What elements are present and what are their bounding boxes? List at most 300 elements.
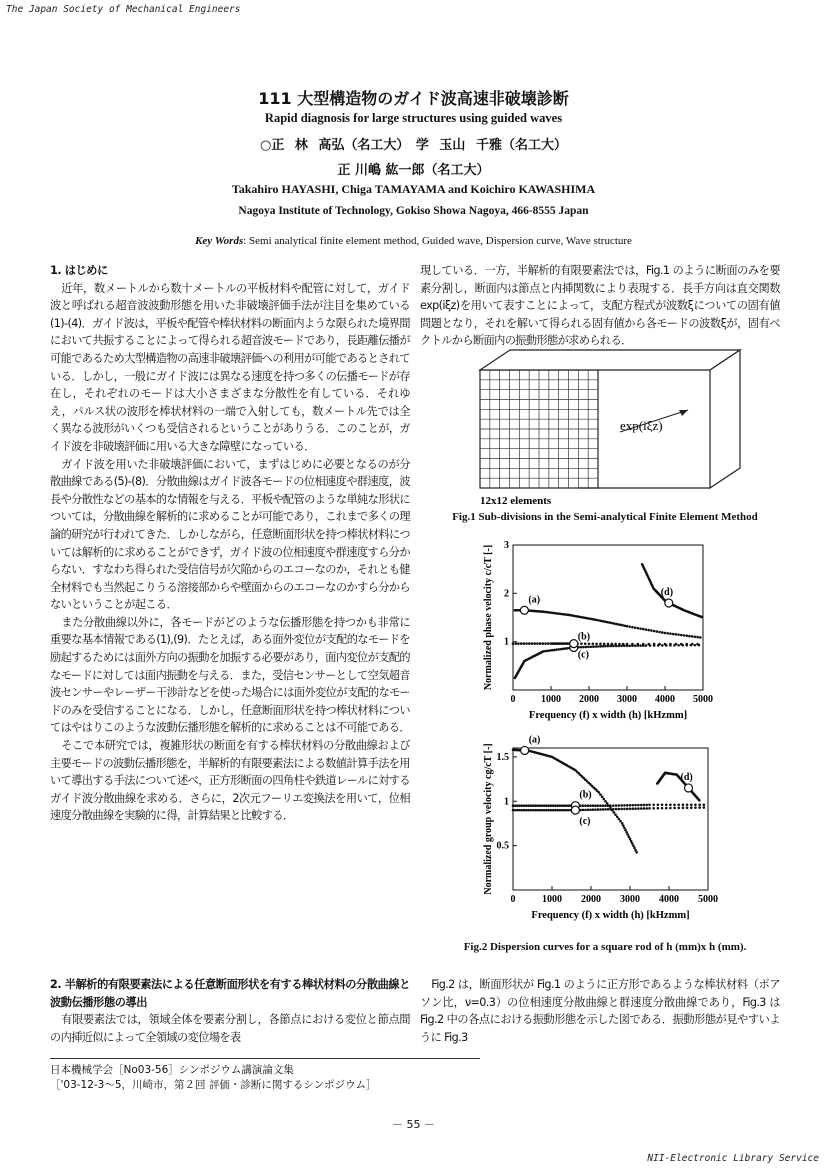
left-column-section2 (50, 976, 410, 1046)
curve-point (666, 632, 669, 635)
keywords (0, 235, 827, 247)
curve-point (669, 807, 672, 810)
section1-heading: 1. はじめに (50, 264, 108, 277)
curve-point (589, 808, 592, 811)
curve-point (632, 844, 635, 847)
curve-point (669, 643, 672, 646)
authors-jp-line1: ○正 林 高弘（名工大） 学 玉山 千雅（名工大） (260, 138, 567, 153)
curve-point (639, 644, 642, 647)
curve-point (620, 808, 623, 811)
phase-chart-plot (483, 540, 713, 721)
curve-point (609, 804, 612, 807)
mode-marker (521, 746, 529, 754)
footer-proceedings: 日本機械学会［No03-56］シンポジウム講演論文集 (50, 1064, 294, 1076)
curve-point (594, 645, 597, 648)
mode-marker (570, 640, 578, 648)
curve-point (523, 804, 526, 807)
mode-label: (d) (660, 587, 674, 598)
curve-point (698, 799, 701, 802)
x-tick-label: 0 (510, 894, 516, 905)
curve-point (514, 642, 517, 645)
curve-point (661, 631, 664, 634)
curve-point (661, 644, 664, 647)
curve-point (584, 809, 587, 812)
keywords-label: Key Words (195, 235, 244, 247)
curve-point (621, 822, 624, 825)
mode-label: (d) (680, 771, 693, 783)
curve-point (599, 645, 602, 648)
curve-point (607, 643, 610, 646)
curve-point (599, 643, 602, 646)
curve-point (629, 807, 632, 810)
paper-title: 111 大型構造物のガイド波高速非破壊診断 (258, 89, 569, 108)
y-axis-label: Normalized group velocity cg/cT [-] (483, 743, 494, 895)
curve-point (645, 804, 648, 807)
curve-point (688, 635, 691, 638)
curve-point (544, 642, 547, 645)
curve-point (621, 624, 624, 627)
mode-label: (a) (528, 734, 541, 746)
curve-point (637, 804, 640, 807)
curve-point (626, 808, 629, 811)
curve-point (531, 642, 534, 645)
curve-point (527, 804, 530, 807)
section1-paragraph-2: ガイド波を用いた非破壊評価において，まずはじめに必要となるのが分散曲線である(5)-(8)．分散曲線はガイド波各モードの位相速度や群速度，波長や分散性などの基本的な情報を与える．平板や配管のような単純な形状については，分散曲線を解析的に求めることが可能であり，これまで多くの理論的研究が行われてきた．しかしながら，任意断面形状を持つ棒状材料については解析的に求めることができず，ガイド波の位相速度や群速度すら分からない．すなわち得られた受信信号が欠陥からのエコーなのか，それとも健全材料でも当然起こりうる溶接部からや壁面からのエコーなのかすら分からないということが起こる． (50, 457, 410, 612)
curve-point (643, 804, 646, 807)
y-tick-label: 1 (504, 636, 509, 648)
curve-point (592, 642, 595, 645)
page-number: － 55 － (392, 1118, 435, 1131)
y-tick-label: 1.5 (496, 751, 509, 763)
y-tick-label: 0.5 (496, 840, 509, 852)
curve-point (587, 804, 590, 807)
keywords-text: : Semi analytical finite element method, Guided wave, Dispersion curve, Wave structure (243, 235, 632, 247)
curve-point (658, 631, 661, 634)
curve-point (664, 632, 667, 635)
curve-point (582, 804, 585, 807)
curve-point (624, 829, 627, 832)
curve-point (521, 809, 524, 812)
curve-point (620, 804, 623, 807)
curve-point (696, 636, 699, 639)
curve-point (643, 807, 646, 810)
x-tick-label: 1000 (541, 694, 561, 705)
right-bottom-paragraph: Fig.2 は，断面形状が Fig.1 のように正方形であるような棒状材料（ポアソン比，ν=0.3）の位相速度分散曲線と群速度分散曲線であり，Fig.3 は Fig.2 中の各点における振動形態を示した図である．振動形態が見やすいように Fig.3 (420, 978, 780, 1044)
x-axis-label: Frequency (f) x width (h) [kHzmm] (531, 910, 690, 921)
curve-point (696, 643, 699, 646)
mode-marker (520, 606, 528, 614)
curve-point (597, 619, 600, 622)
curve-point (550, 809, 553, 812)
curve-point (622, 824, 625, 827)
curve-point (614, 643, 617, 646)
curve-point (650, 629, 653, 632)
curve-point (552, 804, 555, 807)
curve-point (672, 633, 675, 636)
elements-label: 12x12 elements (480, 495, 552, 507)
right-top-paragraph: 現している．一方，半解析的有限要素法では，Fig.1 のように断面のみを要素分割し，断面内は節点と内挿関数により表現する．長手方向は直交関数 exp(iξz)を用いて表すことによって，支配方程式が波数ξについての固有値問題となり，それを解いて得られる固有値から各モードの波数ξが，固有ベクトルから断面内の振動形態が求められる． (420, 264, 780, 348)
x-tick-label: 3000 (617, 694, 637, 705)
curve-point (612, 804, 615, 807)
curve-point (541, 804, 544, 807)
curve-point (543, 804, 546, 807)
curve-point (561, 804, 564, 807)
curve-point (618, 643, 621, 646)
curve-point (602, 808, 605, 811)
curve-point (698, 806, 701, 809)
curve-point (587, 809, 590, 812)
curve-point (606, 621, 609, 624)
section2-heading: 2. 半解析的有限要素法による任意断面形状を有する棒状材料の分散曲線と波動伝播形態の導出 (50, 978, 410, 1009)
x-tick-label: 3000 (620, 894, 640, 905)
curve-point (617, 623, 620, 626)
mode-label: (a) (528, 594, 541, 606)
curve-point (602, 804, 605, 807)
section1-paragraph-3: また分散曲線以外に，各モードがどのような伝播形態を持つかも非常に重要な基本情報である(1),(9)．たとえば，ある面外変位が支配的なモードを励起するためには面外方向の振動を加振する必要があり，面内変位が支配的なモードに対しては面内振動を与える．また，受信センサーとして空気超音波センサーやレーザー干渉計などを使った場合には面外変位が支配的なモードのみを受信することになる．しかし，任意断面形状を持つ棒状材料についてはやはりこのような波動伝播形態を解析的に求めることは不可能である． (50, 615, 410, 735)
curve-point (656, 630, 659, 633)
right-column-bottom (420, 976, 780, 1046)
curve-point (686, 804, 689, 807)
curve-point (645, 628, 648, 631)
curve-point (630, 840, 633, 843)
curve-point (587, 646, 590, 649)
mode-label: (b) (579, 789, 592, 801)
curve-point (652, 807, 655, 810)
curve-point (683, 634, 686, 637)
curve-point (514, 804, 517, 807)
curve-point (615, 808, 618, 811)
curve-point (592, 645, 595, 648)
curve-point (597, 645, 600, 648)
curve-point (628, 625, 631, 628)
mode-label: (b) (577, 631, 591, 643)
mode-marker (571, 806, 579, 814)
curve-point (642, 628, 645, 631)
curve-point (628, 644, 631, 647)
curve-point (580, 642, 583, 645)
curve-point (584, 642, 587, 645)
curve-point (626, 833, 629, 836)
curve-point (635, 851, 638, 854)
authors-jp-line2: 正 川嶋 紘一郎（名工大） (337, 163, 490, 178)
curve-point (594, 808, 597, 811)
curve-point (653, 643, 656, 646)
curve-point (561, 809, 564, 812)
curve-point (653, 630, 656, 633)
curve-point (685, 634, 688, 637)
curve-point (629, 804, 632, 807)
curve-point (612, 645, 615, 648)
curve-point (652, 804, 655, 807)
curve-point (685, 643, 688, 646)
fig2-phase-velocity-chart (465, 535, 725, 720)
curve-point (634, 849, 637, 852)
curve-point (536, 804, 539, 807)
curve-point (657, 807, 660, 810)
curve-point (602, 645, 605, 648)
curve-point (595, 619, 598, 622)
curve-point (645, 807, 648, 810)
curve-point (598, 791, 601, 794)
mesh-front-face (480, 370, 598, 488)
curve-point (604, 620, 607, 623)
curve-point (606, 802, 609, 805)
curve-point (619, 624, 622, 627)
right-column-top (420, 262, 780, 350)
curve-point (623, 808, 626, 811)
section2-paragraph-1: 有限要素法では，領域全体を要素分割し，各節点における変位と節点間の内挿近似によって全領域の変位場を表 (50, 1013, 410, 1044)
curve-point (634, 807, 637, 810)
curve-point (539, 642, 542, 645)
curve-point (516, 809, 519, 812)
footer-divider (50, 1058, 480, 1059)
curve-point (536, 642, 539, 645)
curve-point (580, 646, 583, 649)
x-tick-label: 2000 (581, 894, 601, 905)
curve-point (541, 809, 544, 812)
curve-point (601, 796, 604, 799)
curve-point (512, 809, 515, 812)
rod-top-face (480, 350, 740, 370)
curve-point (665, 804, 668, 807)
curve-point (680, 634, 683, 637)
curve-point (597, 808, 600, 811)
curve-point (611, 643, 614, 646)
x-tick-label: 2000 (579, 694, 599, 705)
curve-point (604, 804, 607, 807)
curve-point (624, 624, 627, 627)
curve-point (700, 616, 703, 619)
curve-point (631, 804, 634, 807)
footer-symposium: ［'03-12-3～5，川崎市，第２回 評価・診断に関するシンポジウム］ (50, 1079, 377, 1091)
y-tick-label: 1 (504, 796, 509, 808)
curve-point (647, 643, 650, 646)
mode-label: (c) (577, 649, 589, 661)
curve-point (637, 807, 640, 810)
curve-point (618, 808, 621, 811)
curve-point (626, 804, 629, 807)
curve-point (512, 804, 515, 807)
curve-point (698, 804, 701, 807)
curve-point (629, 838, 632, 841)
fig2-caption: Fig.2 Dispersion curves for a square rod of h (mm)x h (mm). (463, 941, 747, 953)
affiliation: Nagoya Institute of Technology, Gokiso Showa Nagoya, 466-8555 Japan (238, 205, 589, 217)
curve-point (599, 804, 602, 807)
curve-point (611, 622, 614, 625)
curve-point (665, 807, 668, 810)
curve-point (525, 642, 528, 645)
curve-point (637, 643, 640, 646)
curve-point (615, 804, 618, 807)
curve-point (612, 808, 615, 811)
curve-point (647, 629, 650, 632)
curve-point (680, 643, 683, 646)
curve-point (603, 798, 606, 801)
curve-point (614, 813, 617, 816)
curve-point (622, 643, 625, 646)
curve-point (604, 645, 607, 648)
curve-point (514, 809, 517, 812)
curve-point (550, 804, 553, 807)
y-axis-label: Normalized phase velocity c/cT [-] (483, 544, 494, 691)
mode-label: (c) (579, 816, 591, 828)
curve-point (623, 804, 626, 807)
curve-point (677, 807, 680, 810)
curve-point (694, 806, 697, 809)
curve-point (607, 804, 610, 807)
curve-point (597, 804, 600, 807)
curve-point (616, 815, 619, 818)
x-tick-label: 5000 (693, 694, 713, 705)
curve-point (563, 804, 566, 807)
curve-point (682, 804, 685, 807)
curve-point (530, 804, 533, 807)
curve-point (607, 808, 610, 811)
section1-paragraph-4: そこで本研究では，複雑形状の断面を有する棒状材料の分散曲線および主要モードの波動伝播形態を，半解析的有限要素法による数値計算手法を用いて導出する手法について述べ，正方形断面の四角柱や鉄道レールに対するガイド波分散曲線を求める．さらに，2次元フーリエ変換法を用いて，位相速度分散曲線を実験的に得，計算結果と比較する． (50, 739, 410, 823)
curve-point (699, 636, 702, 639)
curve-point (675, 633, 678, 636)
curve-point (556, 809, 559, 812)
library-service-footer: NII-Electronic Library Service (647, 1153, 819, 1164)
curve-point (648, 804, 651, 807)
exp-label: exp(iξz) (620, 418, 663, 433)
curve-point (633, 847, 636, 850)
curve-point (592, 808, 595, 811)
curve-point (521, 804, 524, 807)
curve-point (690, 804, 693, 807)
curve-point (547, 642, 550, 645)
curve-point (640, 804, 643, 807)
curve-point (661, 804, 664, 807)
curve-point (619, 820, 622, 823)
curve-point (690, 806, 693, 809)
curve-point (615, 623, 618, 626)
curve-point (694, 644, 697, 647)
curve-point (625, 831, 628, 834)
curve-point (582, 646, 585, 649)
curve-point (686, 806, 689, 809)
curve-point (518, 809, 521, 812)
curve-point (657, 804, 660, 807)
x-tick-label: 0 (510, 694, 516, 705)
curve-point (554, 804, 557, 807)
curve-point (534, 804, 537, 807)
curve-point (534, 809, 537, 812)
curve-point (567, 804, 570, 807)
curve-point (536, 809, 539, 812)
curve-point (677, 644, 680, 647)
curve-point (547, 809, 550, 812)
curve-point (703, 804, 706, 807)
curve-point (518, 804, 521, 807)
curve-point (542, 642, 545, 645)
curve-point (637, 627, 640, 630)
rod-end-face (710, 350, 740, 488)
curve-point (604, 800, 607, 803)
curve-point (565, 809, 568, 812)
curve-point (538, 809, 541, 812)
curve-point (567, 809, 570, 812)
y-tick-label: 3 (504, 540, 509, 551)
curve-point (673, 807, 676, 810)
x-tick-label: 4000 (659, 894, 679, 905)
curve-point (609, 808, 612, 811)
x-axis-label: Frequency (f) x width (h) [kHzmm] (528, 710, 688, 721)
x-tick-label: 4000 (655, 694, 675, 705)
curve-point (545, 804, 548, 807)
curve-point (582, 809, 585, 812)
curve-point (552, 809, 555, 812)
curve-point (640, 807, 643, 810)
paper-subtitle: Rapid diagnosis for large structures using guided waves (264, 111, 563, 125)
curve-point (613, 622, 616, 625)
curve-point (642, 643, 645, 646)
authors-en: Takahiro HAYASHI, Chiga TAMAYAMA and Koichiro KAWASHIMA (231, 182, 596, 196)
fig1-mesh-diagram (470, 350, 740, 510)
curve-point (694, 804, 697, 807)
curve-point (669, 632, 672, 635)
curve-point (618, 804, 621, 807)
curve-point (517, 642, 520, 645)
curve-point (538, 804, 541, 807)
x-tick-label: 5000 (698, 894, 718, 905)
curve-point (658, 643, 661, 646)
curve-point (527, 809, 530, 812)
curve-point (512, 642, 515, 645)
curve-point (631, 643, 634, 646)
curve-point (645, 644, 648, 647)
curve-point (525, 804, 528, 807)
curve-point (626, 643, 629, 646)
plot-frame (513, 545, 703, 690)
curve-point (590, 645, 593, 648)
fig2-group-velocity-chart (465, 734, 725, 930)
curve-point (588, 642, 591, 645)
y-tick-label: 2 (504, 588, 509, 600)
group-chart-plot (483, 734, 718, 921)
curve-point (559, 804, 562, 807)
curve-point (661, 807, 664, 810)
fig1-caption: Fig.1 Sub-divisions in the Semi-analytical Finite Element Method (452, 511, 758, 523)
curve-point (600, 620, 603, 623)
curve-point (639, 627, 642, 630)
curve-point (628, 835, 631, 838)
curve-point (691, 635, 694, 638)
curve-point (523, 642, 526, 645)
curve-point (703, 806, 706, 809)
curve-point (516, 804, 519, 807)
curve-point (530, 809, 533, 812)
mode-marker (665, 599, 673, 607)
curve-point (675, 643, 678, 646)
curve-point (631, 807, 634, 810)
curve-point (682, 807, 685, 810)
curve-point (626, 625, 629, 628)
curve-point (603, 643, 606, 646)
curve-point (525, 809, 528, 812)
curve-point (677, 804, 680, 807)
curve-point (592, 804, 595, 807)
curve-point (532, 809, 535, 812)
curve-point (631, 842, 634, 845)
curve-point (556, 804, 559, 807)
curve-point (559, 809, 562, 812)
curve-point (618, 818, 621, 821)
curve-point (673, 804, 676, 807)
curve-point (631, 626, 634, 629)
curve-point (532, 804, 535, 807)
curve-point (613, 811, 616, 814)
